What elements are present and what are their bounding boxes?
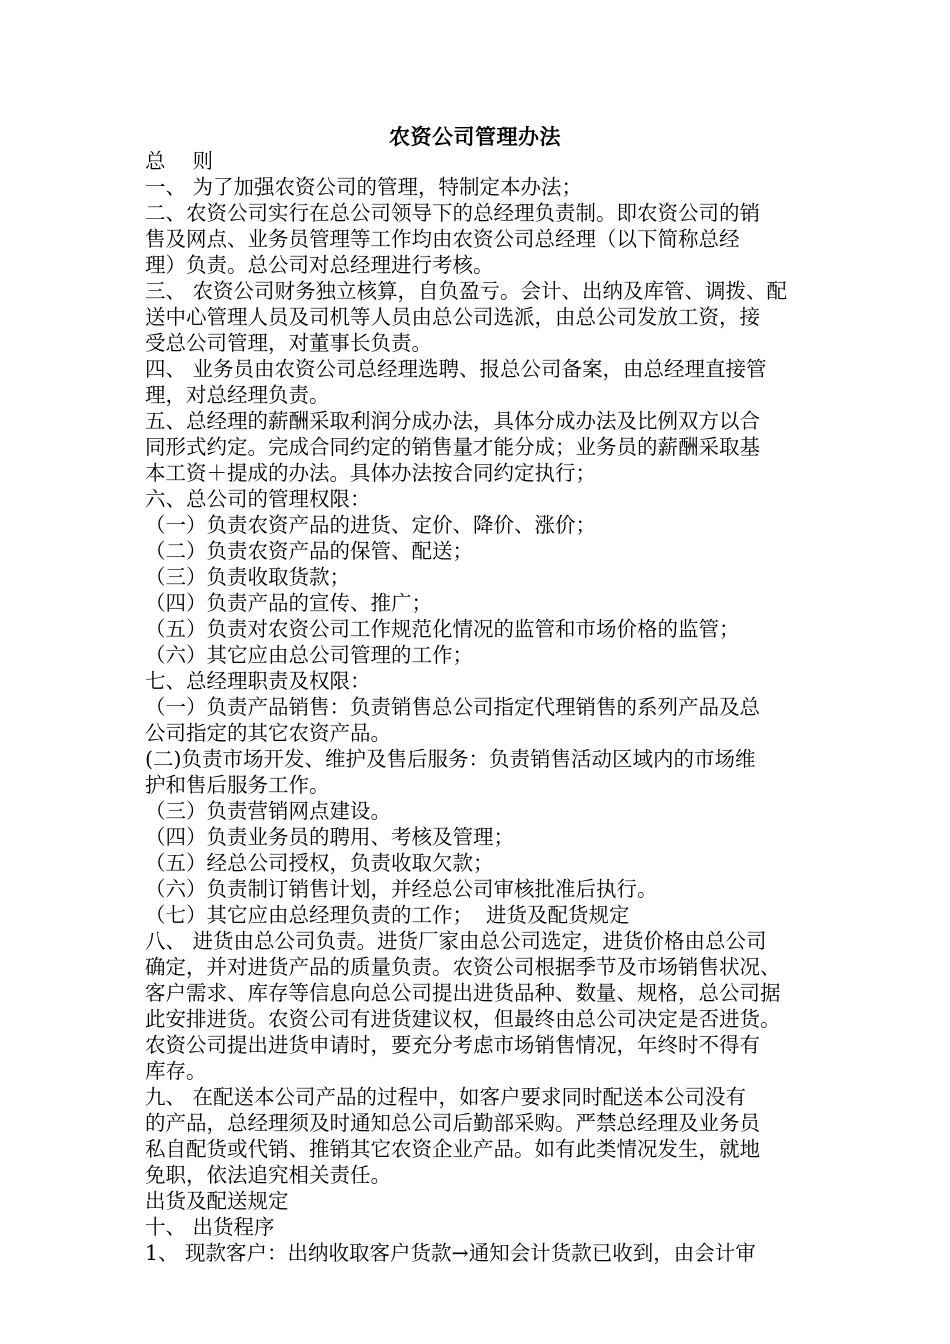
- document-line: 1、 现款客户：出纳收取客户货款→通知会计货款已收到，由会计审: [145, 1241, 756, 1265]
- document-line: 私自配货或代销、推销其它农资企业产品。如有此类情况发生，就地: [145, 1137, 760, 1161]
- document-line: 四、 业务员由农资公司总经理选聘、报总公司备案，由总经理直接管: [145, 357, 767, 381]
- document-line: 理，对总经理负责。: [145, 383, 330, 407]
- document-line: 农资公司提出进货申请时，要充分考虑市场销售情况，年终时不得有: [145, 1033, 760, 1057]
- document-line: （一）负责产品销售：负责销售总公司指定代理销售的系列产品及总: [145, 695, 760, 719]
- document-body: [145, 148, 815, 1266]
- document-line: 二、农资公司实行在总公司领导下的总经理负责制。即农资公司的销: [145, 201, 760, 225]
- document-line: 七、总经理职责及权限：: [145, 669, 371, 693]
- document-line: 此安排进货。农资公司有进货建议权，但最终由总公司决定是否进货。: [145, 1007, 781, 1031]
- document-line: 公司指定的其它农资产品。: [145, 721, 391, 745]
- document-line: 确定，并对进货产品的质量负责。农资公司根据季节及市场销售状况、: [145, 955, 781, 979]
- document-line: 免职，依法追究相关责任。: [145, 1163, 391, 1187]
- document-line: （五）负责对农资公司工作规范化情况的监管和市场价格的监管；: [145, 617, 740, 641]
- document-line: 客户需求、库存等信息向总公司提出进货品种、数量、规格，总公司据: [145, 981, 781, 1005]
- document-line: 九、 在配送本公司产品的过程中，如客户要求同时配送本公司没有: [145, 1085, 747, 1109]
- document-line: 出货及配送规定: [145, 1189, 289, 1213]
- document-line: （四）负责产品的宣传、推广；: [145, 591, 432, 615]
- document-line: 本工资＋提成的办法。具体办法按合同约定执行；: [145, 461, 596, 485]
- document-line: 受总公司管理，对董事长负责。: [145, 331, 432, 355]
- document-line: （三）负责营销网点建设。: [145, 799, 391, 823]
- document-line: （一）负责农资产品的进货、定价、降价、涨价；: [145, 513, 596, 537]
- document-line: 理）负责。总公司对总经理进行考核。: [145, 253, 494, 277]
- document-line: （六）其它应由总公司管理的工作；: [145, 643, 473, 667]
- document-line: （七）其它应由总经理负责的工作； 进货及配货规定: [145, 903, 630, 927]
- document-line: （五）经总公司授权，负责收取欠款；: [145, 851, 494, 875]
- document-line: (二)负责市场开发、维护及售后服务：负责销售活动区域内的市场维: [145, 747, 756, 771]
- document-line: 库存。: [145, 1059, 207, 1083]
- document-line: 六、总公司的管理权限：: [145, 487, 371, 511]
- document-line: 同形式约定。完成合同约定的销售量才能分成；业务员的薪酬采取基: [145, 435, 760, 459]
- document-line: 售及网点、业务员管理等工作均由农资公司总经理（以下简称总经: [145, 227, 740, 251]
- document-line: 护和售后服务工作。: [145, 773, 330, 797]
- document-line: （四）负责业务员的聘用、考核及管理；: [145, 825, 514, 849]
- document-line: 十、 出货程序: [145, 1215, 275, 1239]
- document-line: （二）负责农资产品的保管、配送；: [145, 539, 473, 563]
- document-line: 的产品，总经理须及时通知总公司后勤部采购。严禁总经理及业务员: [145, 1111, 760, 1135]
- document-line: （三）负责收取货款；: [145, 565, 350, 589]
- document-line: 八、 进货由总公司负责。进货厂家由总公司选定，进货价格由总公司: [145, 929, 767, 953]
- document-line: 三、 农资公司财务独立核算，自负盈亏。会计、出纳及库管、调拨、配: [145, 279, 788, 303]
- document-line: （六）负责制订销售计划，并经总公司审核批准后执行。: [145, 877, 658, 901]
- document-title: 农资公司管理办法: [389, 125, 561, 149]
- document-line: 五、总经理的薪酬采取利润分成办法，具体分成办法及比例双方以合: [145, 409, 760, 433]
- document-line: 总 则: [145, 149, 214, 173]
- document-line: 一、 为了加强农资公司的管理，特制定本办法；: [145, 175, 583, 199]
- document-line: 送中心管理人员及司机等人员由总公司选派，由总公司发放工资，接: [145, 305, 760, 329]
